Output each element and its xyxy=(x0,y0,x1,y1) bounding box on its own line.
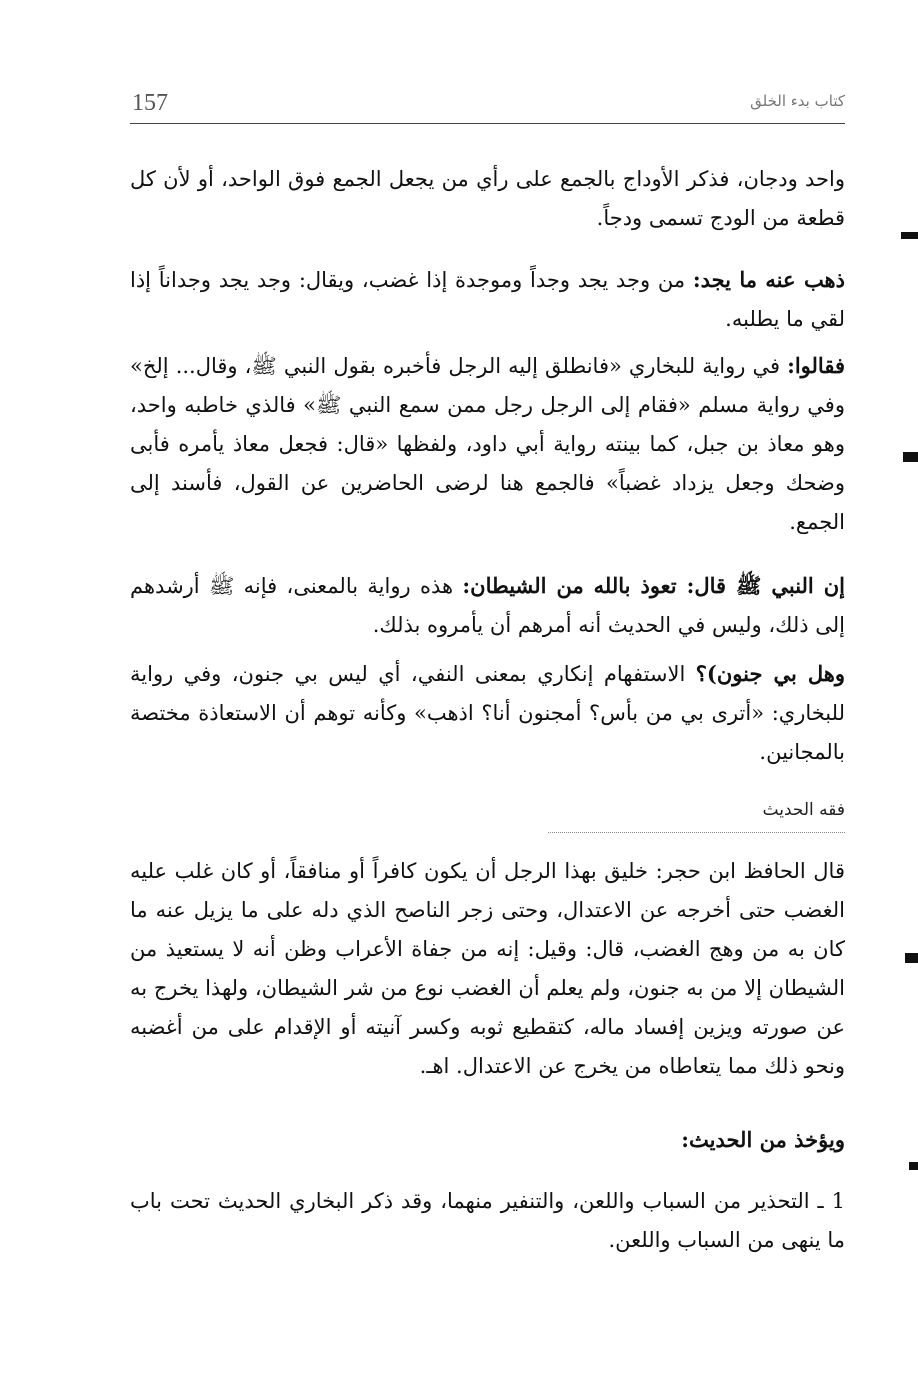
paragraph-3 xyxy=(130,346,845,542)
paragraph-4 xyxy=(130,566,845,645)
paragraph-3-lead: فقالوا: xyxy=(787,353,845,378)
section-body: قال الحافظ ابن حجر: خليق بهذا الرجل أن يكون كافراً أو منافقاً، أو كان غلب عليه الغضب حتى أخرجه عن الاعتدال، وحتى زجر الناصح الذي دله على ما يزيل عنه ما كان به من وهج الغضب، قال: وقيل: إنه من جفاة الأعراب وظن أنه لا يستعيذ من الشيطان إلا من به جنون، ولم يعلم أن الغضب نوع من شر الشيطان، ولهذا يخرج به عن صورته ويزين إفساد ماله، كتقطيع ثوبه وكسر آنيته أو الإقدام على من أغضبه ونحو ذلك مما يتعاطاه من يخرج عن الاعتدال. اهـ. xyxy=(130,859,845,1078)
point-1: 1 ـ التحذير من السباب واللعن، والتنفير منهما، وقد ذكر البخاري الحديث تحت باب ما ينهى من السباب واللعن. xyxy=(130,1189,845,1252)
margin-mark xyxy=(903,452,918,462)
page-header xyxy=(130,82,845,124)
section-subheading-text: ويؤخذ من الحديث: xyxy=(681,1127,845,1152)
page-number: 157 xyxy=(132,90,168,116)
paragraph-4-lead: إن النبي ﷺ قال: تعوذ بالله من الشيطان: xyxy=(462,573,845,598)
margin-mark xyxy=(901,232,918,239)
paragraph-3-text: في رواية للبخاري «فانطلق إليه الرجل فأخبره بقول النبي ﷺ، وقال... إلخ» وفي رواية مسلم «فقام إلى الرجل رجل ممن سمع النبي ﷺ» فالذي خاطبه واحد، وهو معاذ بن جبل، كما بينته رواية أبي داود، ولفظها «قال: فجعل معاذ يأمره فأبى وضحك وجعل يزداد غضباً» فالجمع هنا لرضى الحاضرين عن القول، فأسند إلى الجمع. xyxy=(130,354,845,534)
paragraph-2 xyxy=(130,260,845,339)
section-title: فقه الحديث xyxy=(548,800,845,833)
running-title: كتاب بدء الخلق xyxy=(750,92,845,110)
paragraph-1 xyxy=(130,160,845,238)
paragraph-4-text: هذه رواية بالمعنى، فإنه ﷺ أرشدهم إلى ذلك، وليس في الحديث أنه أمرهم أن يأمروه بذلك. xyxy=(130,574,845,637)
margin-mark xyxy=(909,1162,918,1170)
paragraph-2-lead: ذهب عنه ما يجد: xyxy=(692,267,845,292)
margin-mark xyxy=(905,953,918,963)
paragraph-5 xyxy=(130,654,845,772)
header-rule xyxy=(130,123,845,124)
paragraph-1-text: واحد ودجان، فذكر الأوداج بالجمع على رأي من يجعل الجمع فوق الواحد، أو لأن كل قطعة من الودج تسمى ودجاً. xyxy=(130,167,845,230)
paragraph-5-text: الاستفهام إنكاري بمعنى النفي، أي ليس بي جنون، وفي رواية للبخاري: «أترى بي من بأس؟ أمجنون أنا؟ اذهب» وكأنه توهم أن الاستعاذة مختصة بالمجانين. xyxy=(130,662,845,764)
paragraph-5-lead: وهل بي جنون)؟ xyxy=(695,661,846,686)
section-subheading xyxy=(130,1120,845,1160)
paragraph-2-text: من وجد يجد وجداً وموجدة إذا غضب، ويقال: وجد يجد وجداناً إذا لقي ما يطلبه. xyxy=(130,268,845,331)
